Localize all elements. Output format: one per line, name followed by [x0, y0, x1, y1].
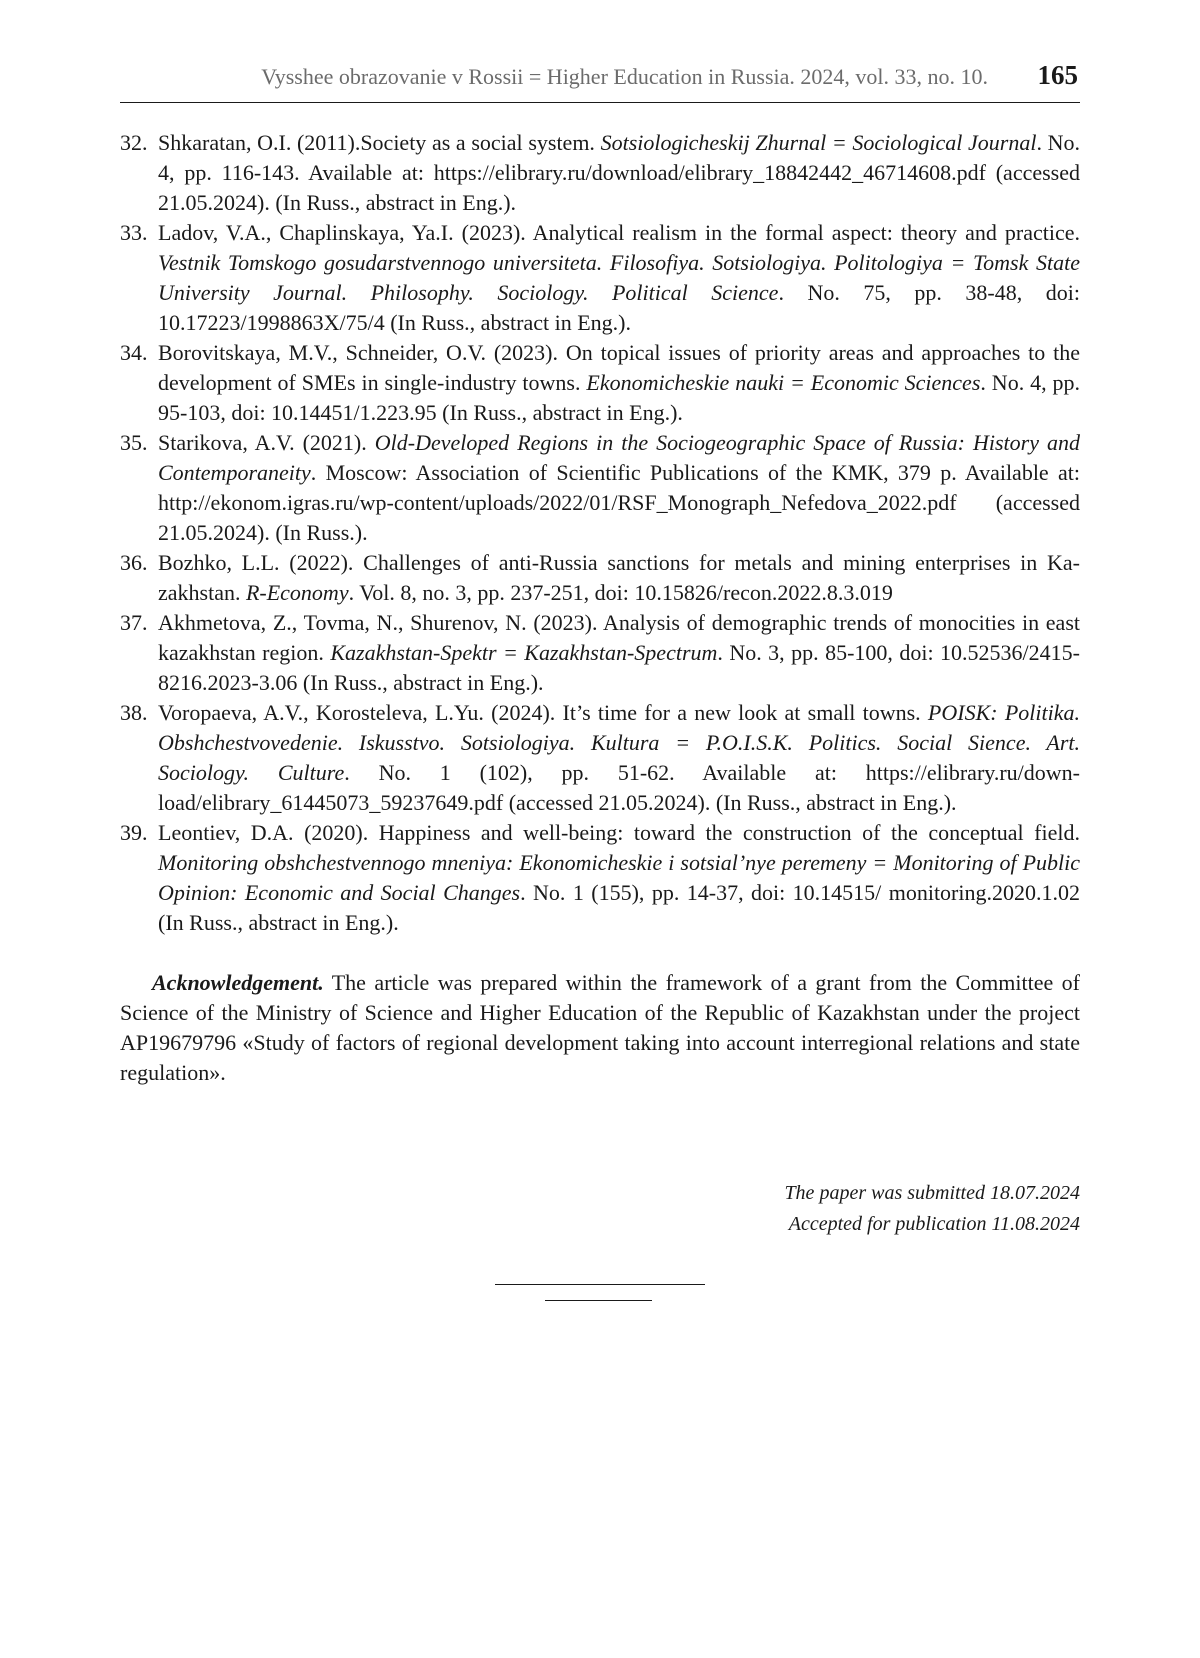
reference-item [120, 428, 1080, 548]
acknowledgement-text: The article was prepared within the framework of a grant from the Committee of Science of the Ministry of Science and Higher Education of the Republic of Kazakhstan under the project AP19679796 «Study of factors of regional development taking into account interregional relations and state regulation». [120, 970, 1080, 1085]
accepted-date: Accepted for publication 11.08.2024 [788, 1213, 1080, 1235]
submitted-date: The paper was submitted 18.07.2024 [784, 1182, 1080, 1204]
reference-text: . No. 1 (102), pp. 51-62. Available at: https://elibrary.ru/download/elibrary_61445073_59237649.pdf (accessed 21.05.2024). (In Russ., abstract in Eng.). [158, 760, 1080, 815]
reference-source-title: POISK: Politika. Obshchestvovedenie. Iskusstvo. Sotsiologiya. Kultura = P.O.I.S.K. Politics. Social Sience. Art. Sociology. Culture [158, 700, 1080, 785]
reference-text: Voropaeva, A.V., Korosteleva, L.Yu. (2024). It’s time for a new look at small towns. [158, 700, 928, 725]
reference-text: . No. 1 (155), pp. 14-37, doi: 10.14515/ monitoring.2020.1.02 (In Russ., abstract in Eng.). [158, 880, 1080, 935]
end-rule-long [495, 1284, 705, 1285]
reference-text: Akhmetova, Z., Tovma, N., Shurenov, N. (2023). Analysis of demographic trends of monocities in east kazakhstan region. [158, 610, 1080, 665]
reference-text: Starikova, A.V. (2021). [158, 430, 375, 455]
page-number: 165 [1037, 60, 1078, 90]
reference-number: 37. [120, 610, 148, 635]
reference-text: Bozhko, L.L. (2022). Challenges of anti-Russia sanctions for metals and mining enterprises in Kazakhstan. [158, 550, 1080, 605]
reference-text: Borovitskaya, M.V., Schneider, O.V. (2023). On topical issues of priority areas and approaches to the development of SMEs in single-industry towns. [158, 340, 1080, 395]
running-title: Vysshee obrazovanie v Rossii = Higher Education in Russia. 2024, vol. 33, no. 10. [261, 64, 988, 89]
reference-list [120, 128, 1080, 938]
reference-item [120, 818, 1080, 938]
reference-source-title: Old-Developed Regions in the Sociogeographic Space of Russia: History and Contemporaneity [158, 430, 1080, 485]
submission-dates [784, 1178, 1080, 1240]
reference-text: . No. 4, pp. 116-143. Available at: https://elibrary.ru/download/elibrary_18842442_46714608.pdf (accessed 21.05.2024). (In Russ., abstract in Eng.). [158, 130, 1081, 215]
reference-number: 35. [120, 430, 148, 455]
reference-text: Ladov, V.A., Chaplinskaya, Ya.I. (2023). Analytical realism in the formal aspect: theory and practice. [158, 220, 1080, 245]
reference-text: Leontiev, D.A. (2020). Happiness and well-being: toward the construction of the conceptual field. [158, 820, 1080, 845]
reference-item [120, 548, 1080, 608]
reference-text: . Moscow: Association of Scientific Publications of the KMK, 379 p. Available at: http://ekonom.igras.ru/wp-content/uploads/2022/01/RSF_Monograph_Nefedova_2022.pdf (accessed 21.05.2024). (In Russ.). [158, 460, 1080, 545]
reference-source-title: Sotsiologicheskij Zhurnal = Sociological Journal [600, 130, 1037, 155]
reference-number: 38. [120, 700, 148, 725]
reference-text: Shkaratan, O.I. (2011).Society as a social system. [158, 130, 601, 155]
reference-number: 36. [120, 550, 148, 575]
reference-number: 34. [120, 340, 148, 365]
reference-source-title: Monitoring obshchestvennogo mneniya: Ekonomicheskie i sotsial’nye peremeny = Monitoring of Public Opinion: Economic and Social Changes [158, 850, 1080, 905]
reference-item [120, 218, 1080, 338]
reference-source-title: Kazakhstan-Spektr = Kazakhstan-Spectrum [330, 640, 718, 665]
reference-source-title: Vestnik Tomskogo gosudarstvennogo universiteta. Filosofiya. Sotsiologiya. Politologiya = Tomsk State University Journal. Philosophy. Sociology. Political Science [158, 250, 1080, 305]
acknowledgement-heading: Acknowledgement. [152, 970, 324, 995]
end-rule-short [545, 1300, 652, 1301]
reference-number: 32. [120, 130, 148, 155]
reference-number: 39. [120, 820, 148, 845]
reference-item [120, 698, 1080, 818]
reference-text: . No. 4, pp. 95-103, doi: 10.14451/1.223.95 (In Russ., abstract in Eng.). [158, 370, 1081, 425]
acknowledgement [120, 968, 1080, 1088]
reference-number: 33. [120, 220, 148, 245]
reference-source-title: R-Economy [245, 580, 349, 605]
reference-item [120, 128, 1080, 218]
reference-text: . No. 75, pp. 38-48, doi: 10.17223/1998863X/75/4 (In Russ., abstract in Eng.). [158, 280, 1080, 335]
reference-item [120, 338, 1080, 428]
reference-source-title: Ekonomicheskie nauki = Economic Sciences [586, 370, 981, 395]
reference-item [120, 608, 1080, 698]
page-header [120, 56, 1080, 103]
reference-text: . No. 3, pp. 85-100, doi: 10.52536/2415-8216.2023-3.06 (In Russ., abstract in Eng.). [158, 640, 1080, 695]
reference-text: . Vol. 8, no. 3, pp. 237-251, doi: 10.15826/recon.2022.8.3.019 [348, 580, 893, 605]
